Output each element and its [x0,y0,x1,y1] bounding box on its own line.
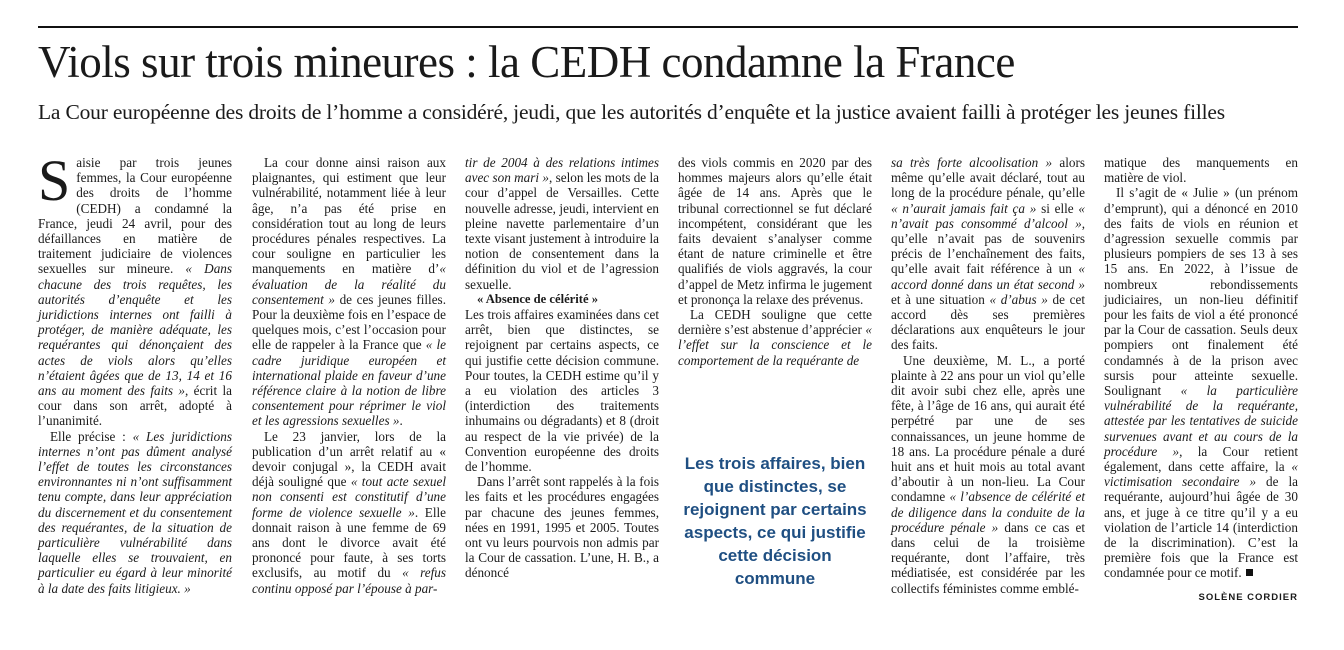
paragraph: Saisie par trois jeunes femmes, la Cour européenne des droits de l’homme (CEDH) a condamné la France, jeudi 24 avril, pour des défaillances en matière de traitement judiciaire de violences sexuelles sur mineure. « Dans chacune des trois requêtes, les autorités d’enquête et les juridictions internes ont failli à protéger, de manière adéquate, les requérantes qui dénonçaient des actes de viols alors qu’elles n’étaient âgées que de 13, 14 et 16 ans au moment des faits », écrit la cour dans son arrêt, adopté à l’unanimité. [38,148,233,429]
end-mark-icon [1246,569,1253,576]
paragraph: Les trois affaires examinées dans cet arrêt, bien que distinctes, se rejoignent par certains aspects, ce qui justifie cette décision commune. Pour toutes, la CEDH estime qu’il y a eu violation des articles 3 (interdiction des traitements inhumains ou dégradants) et 8 (droit au respect de la vie privée) de la Convention européenne des droits de l’homme. [465,307,659,475]
paragraph: Elle précise : « Les juridictions internes n’ont pas dûment analysé l’effet de toutes les circonstances environnantes ni n’ont suffisamment tenu compte, dans leur appréciation du discernement et du consentement des requérantes, de la situation de particulière vulnérabilité dans laquelle elles se trouvaient, en particulier eu égard à leur minorité à la date des faits litigieux. » [38,428,232,596]
column-4 [678,155,872,368]
standfirst: La Cour européenne des droits de l’homme a considéré, jeudi, que les autorités d’enquête et la justice avaient failli à protéger les jeunes filles [38,100,1225,124]
paragraph: tir de 2004 à des relations intimes avec son mari », selon les mots de la cour d’appel de Versailles. Cette nouvelle adresse, jeudi, intervient en pleine navette parlementaire d’un texte visant justement à introduire la notion de consentement dans la définition du viol et de l’agression sexuelle. [465,155,659,292]
column-5 [891,155,1085,596]
column-6 [1104,155,1298,581]
byline: SOLÈNE CORDIER [1198,592,1298,603]
paragraph: Dans l’arrêt sont rappelés à la fois les faits et les procédures engagées par chacune des jeunes femmes, nées en 1991, 1995 et 2005. Toutes ont vu leurs pourvois non admis par la Cour de cassation. L’une, H. B., a dénoncé [465,474,659,581]
paragraph: matique des manquements en matière de viol. [1104,155,1298,186]
column-2 [252,155,446,596]
paragraph: La cour donne ainsi raison aux plaignantes, qui estiment que leur vulnérabilité, notamment liée à leur âge, n’a pas été prise en considération tout au long de leurs procédures pénales respectives. La cour souligne en particulier les manquements en matière d’« évaluation de la réalité du consentement » de ces jeunes filles. Pour la deuxième fois en l’espace de quelques mois, c’est l’occasion pour elle de rappeler à la France que « le cadre juridique européen et international plaide en faveur d’une référence claire à la notion de libre consentement pour réprimer le viol et les agressions sexuelles ». [252,155,446,429]
paragraph: Une deuxième, M. L., a porté plainte à 22 ans pour un viol qu’elle dit avoir subi chez elle, après une fête, à l’âge de 16 ans, qui aurait été perpétré par une de ses connaissances, un jeune homme de 18 ans. La procédure pénale a duré huit ans et huit mois au total avant d’aboutir à un non-lieu. La Cour condamne « l’absence de célérité et de diligence dans la conduite de la procédure pénale » dans ce cas et dans celui de la troisième requérante, dont l’affaire, très médiatisée, est considérée par les collectifs féministes comme emblé- [891,352,1085,596]
top-rule [38,26,1298,28]
column-3 [465,155,659,581]
paragraph: des viols commis en 2020 par des hommes majeurs alors qu’elle était âgée de 14 ans. Après que le tribunal correctionnel se fut déclaré incompétent, considérant que les faits devaient s’analyser comme étant de nature criminelle et être qualifiés de viols aggravés, la cour d’appel de Metz infirma le jugement et prononça la relaxe des prévenus. [678,155,872,307]
column-1 [38,148,233,596]
drop-cap: S [38,148,71,213]
pull-quote: Les trois affaires, bien que distinctes, se rejoignent par certains aspects, ce qui justifie cette décision commune [683,454,867,588]
paragraph: sa très forte alcoolisation » alors même qu’elle avait déclaré, tout au long de la procédure pénale, qu’elle « n’aurait jamais fait ça » si elle « n’avait pas consommé d’alcool », qu’elle n’avait pas de souvenirs précis de l’enchaînement des faits, qu’elle avait fait référence à un « accord donné dans un état second » et à une situation « d’abus » de cet accord dès ses premières déclarations aux enquêteurs le jour des faits. [891,155,1085,353]
paragraph: Il s’agit de « Julie » (un prénom d’emprunt), qui a dénoncé en 2010 des faits de viols en réunion et d’agression sexuelle commis par plusieurs pompiers de ses 13 à ses 15 ans. En 2022, à l’issue de nombreux rebondissements judiciaires, un non-lieu définitif pour les faits de viol a été prononcé par la Cour de cassation. Seuls deux pompiers ont finalement été condamnés à de la prison avec sursis pour atteinte sexuelle. Soulignant « la particulière vulnérabilité de la requérante, attestée par les tentatives de suicide survenues avant et au cours de la procédure », la Cour retient également, dans cette affaire, la « victimisation secondaire » de la requérante, aujourd’hui âgée de 30 ans, et juge à ce titre qu’il y a eu violation de l’article 14 (interdiction de la discrimination). C’est la première fois que la France est condamnée pour ce motif. [1104,185,1298,581]
paragraph: Le 23 janvier, lors de la publication d’un arrêt relatif au « devoir conjugal », la CEDH avait déjà souligné que « tout acte sexuel non consenti est constitutif d’une forme de violence sexuelle ». Elle donnait raison à une femme de 69 ans dont le divorce avait été prononcé pour faute, à ses torts exclusifs, au motif du « refus continu opposé par l’épouse à par- [252,428,446,596]
headline: Viols sur trois mineures : la CEDH condamne la France [38,37,1015,87]
paragraph: La CEDH souligne que cette dernière s’est abstenue d’apprécier « l’effet sur la conscience et le comportement de la requérante de [678,307,872,368]
subheading: « Absence de célérité » [477,291,598,306]
